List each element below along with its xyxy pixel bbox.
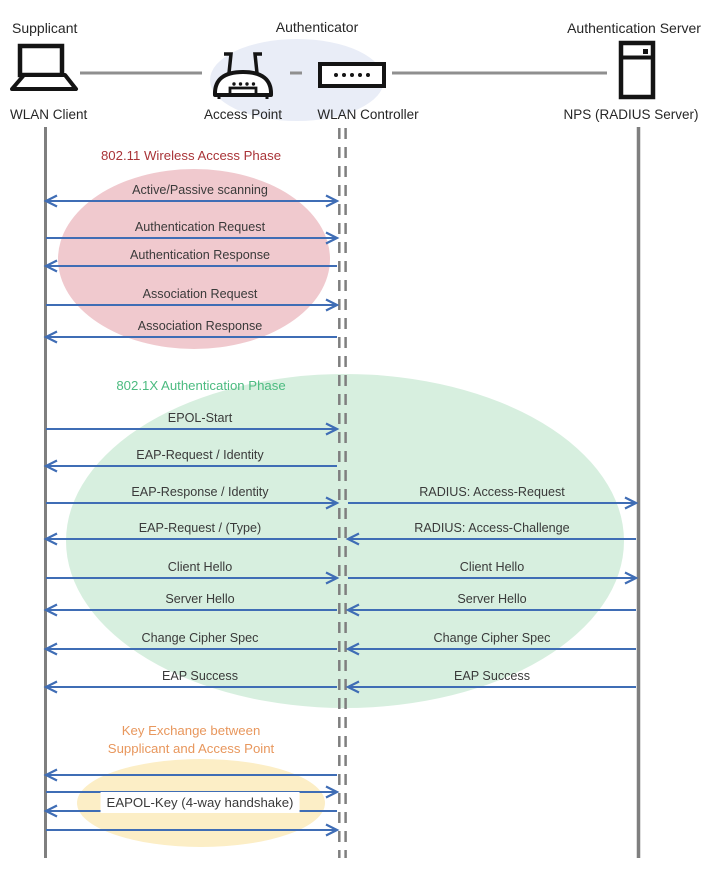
- phase-title-key-exchange-line1: Key Exchange between: [121, 723, 261, 738]
- message-label: EAPOL-Key (4-way handshake): [101, 792, 300, 813]
- node-label-access-point: Access Point: [203, 107, 283, 122]
- message-arrow: [46, 825, 337, 836]
- server-icon: [617, 40, 657, 100]
- laptop-icon: [8, 42, 86, 92]
- message-label: EAP-Response / Identity: [131, 485, 269, 499]
- message-label: Change Cipher Spec: [141, 631, 259, 645]
- message-label: Server Hello: [457, 592, 527, 606]
- role-label-supplicant: Supplicant: [12, 20, 78, 36]
- node-label-wlan-controller: WLAN Controller: [317, 107, 419, 122]
- message-label: Client Hello: [167, 560, 233, 574]
- message-label: Authentication Request: [134, 220, 266, 234]
- node-label-nps: NPS (RADIUS Server): [563, 107, 699, 122]
- message-label: EAP Success: [161, 669, 239, 683]
- role-label-authenticator: Authenticator: [275, 19, 359, 35]
- message-arrow: [46, 770, 337, 781]
- message-label: RADIUS: Access-Request: [419, 485, 565, 499]
- message-label: EPOL-Start: [167, 411, 233, 425]
- phase-title-key-exchange-line2: Supplicant and Access Point: [107, 741, 275, 756]
- message-label: EAP-Request / Identity: [136, 448, 264, 462]
- access-point-icon: [212, 50, 274, 102]
- node-label-wlan-client: WLAN Client: [10, 107, 88, 122]
- phase-title-key-exchange: [108, 722, 274, 758]
- phase-title-8021x-authentication: 802.1X Authentication Phase: [116, 378, 286, 393]
- message-label: Client Hello: [459, 560, 525, 574]
- wlan-controller-icon: [317, 61, 387, 89]
- message-label: Association Response: [137, 319, 263, 333]
- message-label: Change Cipher Spec: [433, 631, 551, 645]
- message-label: RADIUS: Access-Challenge: [414, 521, 570, 535]
- phase-title-80211-wireless-access: 802.11 Wireless Access Phase: [100, 148, 282, 163]
- message-label: Server Hello: [165, 592, 235, 606]
- message-label: Association Request: [142, 287, 258, 301]
- role-label-authentication-server: Authentication Server: [567, 20, 701, 36]
- message-label: Active/Passive scanning: [132, 183, 268, 197]
- message-label: EAP-Request / (Type): [138, 521, 262, 535]
- message-label: Authentication Response: [129, 248, 271, 262]
- message-label: EAP Success: [453, 669, 531, 683]
